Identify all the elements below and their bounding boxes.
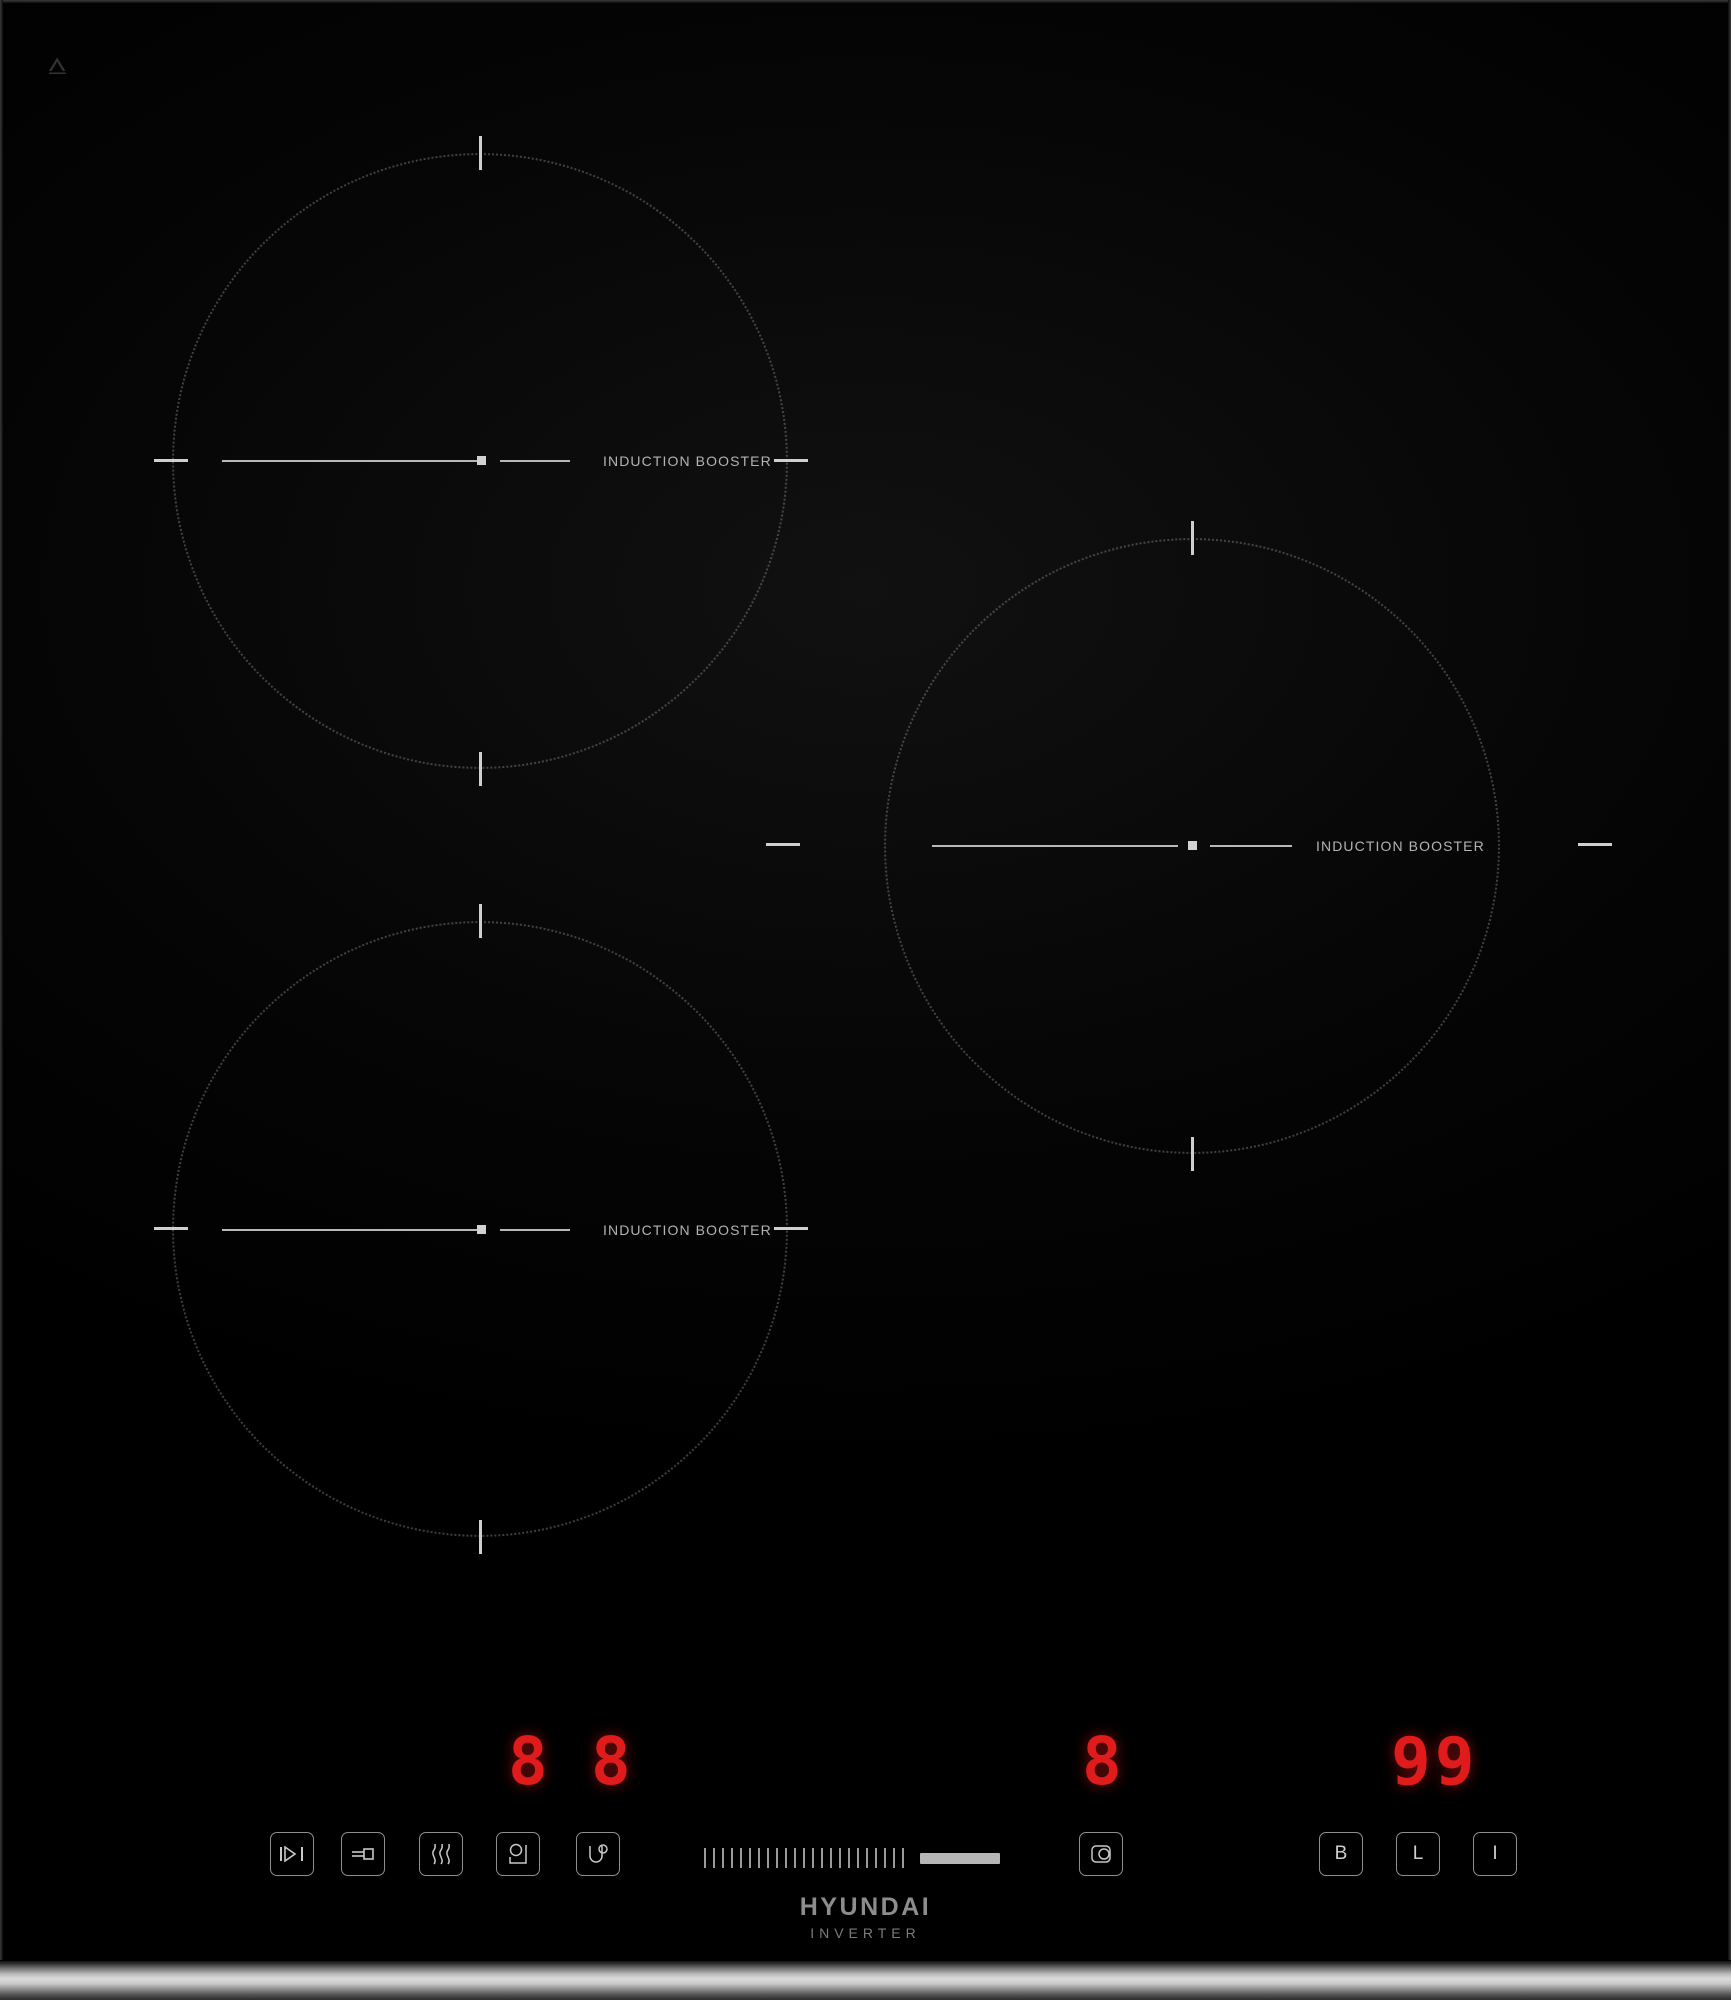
zone-marker-2 <box>1188 841 1197 850</box>
zone-bar-2a <box>932 845 1178 847</box>
zone-bar-2b <box>1210 845 1292 847</box>
front-metal-trim <box>0 1960 1731 2000</box>
hob-brand-glyph: ⩟ <box>48 48 67 81</box>
zone-tick-top <box>1191 521 1194 555</box>
key-lock-icon <box>350 1846 376 1862</box>
play-pause-icon <box>279 1846 305 1862</box>
zone-tick-bottom <box>1191 1137 1194 1171</box>
zone-marker-3 <box>477 1225 486 1234</box>
timer-clock-icon <box>1090 1843 1112 1865</box>
zone-tick-bottom <box>479 1520 482 1554</box>
panel-edge-top <box>0 0 1731 3</box>
zone-stub-left-2 <box>766 843 800 846</box>
zone-tick-top <box>479 904 482 938</box>
slider-fill-bar[interactable] <box>920 1853 1000 1864</box>
zone-tick-top <box>479 136 482 170</box>
zone-stub-right-1 <box>774 459 808 462</box>
timer-display: 99 <box>1391 1723 1479 1800</box>
brand-subtitle: INVERTER <box>810 1925 921 1941</box>
zone-stub-right-3 <box>774 1227 808 1230</box>
power-slider[interactable] <box>704 1845 1000 1871</box>
zone-display-3: 8 <box>1082 1723 1126 1800</box>
steam-waves-icon <box>428 1843 454 1865</box>
zone-bar-3a <box>222 1229 484 1231</box>
slider-tick-marks <box>704 1845 904 1871</box>
zone-display-1: 8 <box>508 1723 552 1800</box>
lock-key[interactable] <box>341 1832 385 1876</box>
zone-bar-3b <box>500 1229 570 1231</box>
start-pause-key[interactable] <box>270 1832 314 1876</box>
zone-stub-left-1 <box>154 459 188 462</box>
zone-stub-left-3 <box>154 1227 188 1230</box>
pot-small-key[interactable] <box>496 1832 540 1876</box>
power-i-key[interactable]: I <box>1473 1832 1517 1876</box>
zone-label-rear-right: INDUCTION BOOSTER <box>1316 838 1485 854</box>
pot-top-icon <box>507 1843 529 1865</box>
zone-label-front-left: INDUCTION BOOSTER <box>603 453 772 469</box>
zone-display-2: 8 <box>591 1723 635 1800</box>
panel-edge-left <box>0 0 3 1960</box>
keep-warm-key[interactable] <box>419 1832 463 1876</box>
zone-bar-1b <box>500 460 570 462</box>
timer-key[interactable] <box>1079 1832 1123 1876</box>
lock-l-key[interactable]: L <box>1396 1832 1440 1876</box>
zone-label-front-left-lower: INDUCTION BOOSTER <box>603 1222 772 1238</box>
zone-bar-1a <box>222 460 484 462</box>
zone-marker-1 <box>477 456 486 465</box>
booster-b-key[interactable]: B <box>1319 1832 1363 1876</box>
brand-name: HYUNDAI <box>799 1893 932 1921</box>
zone-stub-right-2 <box>1578 843 1612 846</box>
pot-handle-key[interactable] <box>576 1832 620 1876</box>
pot-handle-icon <box>587 1843 609 1865</box>
zone-tick-bottom <box>479 752 482 786</box>
